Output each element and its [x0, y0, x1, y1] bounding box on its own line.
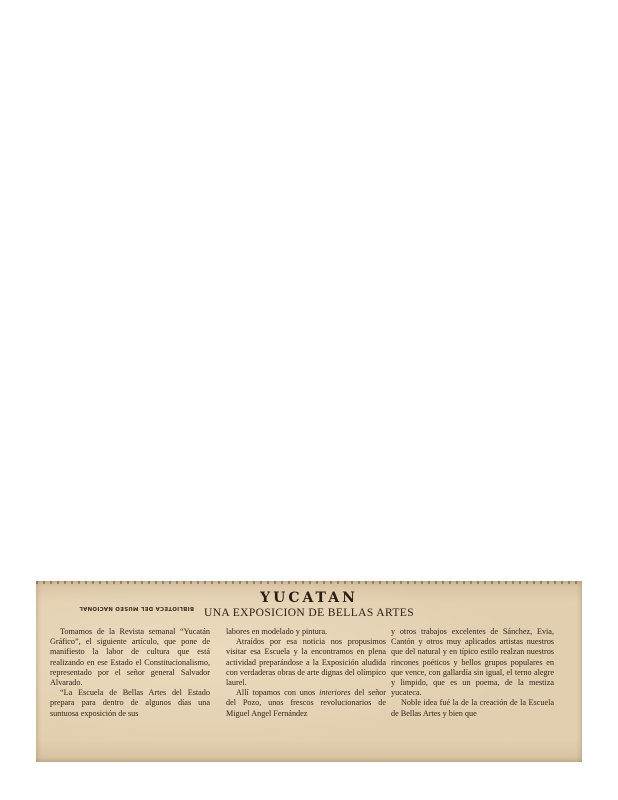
paragraph: y otros trabajos excelentes de Sánchez, Evia, Cantón y otros muy aplicados artistas nuestros que del natural y en típico estilo realzan nuestros rincones poéticos y bellos grupos populares en que vence, con gallardía sin igual, el terno alegre y limpido, que es un poema, de la mestiza yucateca. — [391, 627, 554, 698]
paragraph: labores en modelado y pintura. — [226, 627, 328, 636]
paragraph — [226, 688, 386, 719]
article-column-2 — [226, 627, 386, 719]
library-stamp: BIBLIOTECA DEL MUSEO NACIONAL — [79, 605, 194, 611]
article-column-3 — [391, 627, 554, 719]
paragraph: Tomamos de la Revista semanal “Yucatán Gráfico”, el siguiente artículo, que pone de manifiesto la labor de cultura que está realizando en ese Estado el Constitucionalismo, representado por el señor general Salvador Alvarado. — [50, 627, 210, 688]
article-headline: UNA EXPOSICION DE BELLAS ARTES — [203, 607, 414, 619]
paragraph: “La Escuela de Bellas Artes del Estado prepara para dentro de algunos días una suntuosa exposición de sus — [50, 688, 210, 718]
paragraph: Atraídos por esa noticia nos propusimos visitar esa Escuela y la encontramos en plena actividad preparándose a la Exposición aludida con verdaderas obras de arte dignas del olímpico laurel. — [226, 637, 386, 688]
paragraph: Noble idea fué la de la creación de la Escuela de Bellas Artes y bien que — [391, 698, 554, 718]
italic-word: interiores — [319, 688, 351, 698]
torn-top-edge — [36, 581, 582, 584]
newspaper-clipping — [36, 581, 582, 762]
article-column-1 — [50, 627, 210, 719]
masthead: YUCATAN — [260, 590, 358, 606]
paragraph-text: del señor del Pozo, unos frescos revolucionarios de Miguel Angel Fernández — [226, 688, 386, 718]
paragraph-text: Allí topamos con unos — [236, 688, 320, 698]
